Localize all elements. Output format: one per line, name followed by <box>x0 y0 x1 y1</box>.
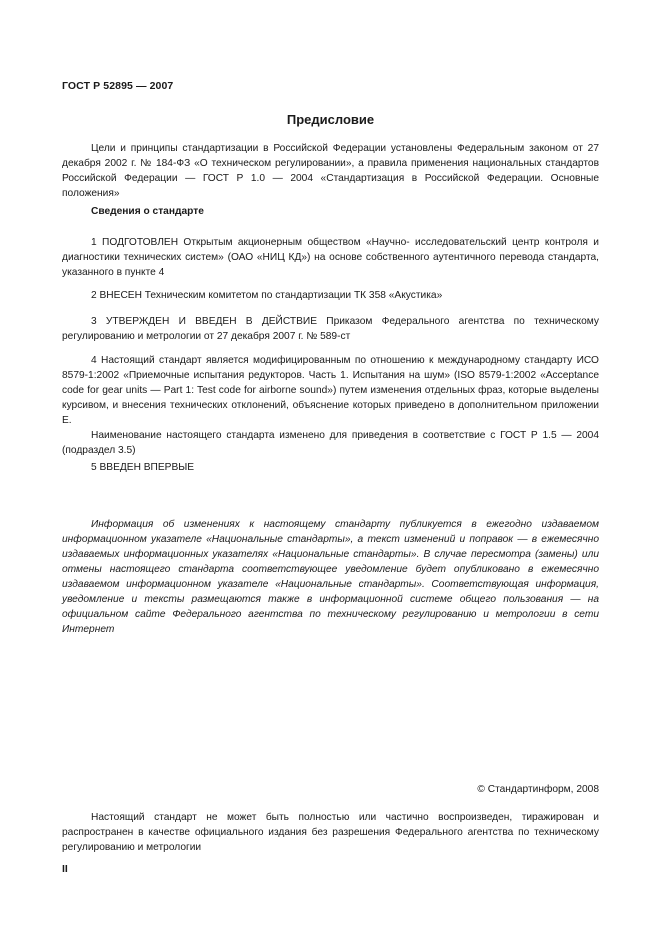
page-title: Предисловие <box>286 112 375 127</box>
item-5-section <box>62 460 599 475</box>
item-3-paragraph: 3 УТВЕРЖДЕН И ВВЕДЕН В ДЕЙСТВИЕ Приказом Федерального агентства по техническому регулированию и метрологии от 27 декабря 2007 г. № 589-ст <box>62 316 599 342</box>
item-5-paragraph: 5 ВВЕДЕН ВПЕРВЫЕ <box>91 462 195 473</box>
intro-section <box>62 141 599 201</box>
item-2-paragraph: 2 ВНЕСЕН Техническим комитетом по стандартизации ТК 358 «Акустика» <box>91 290 443 301</box>
page-number: II <box>62 863 68 875</box>
standard-code-header: ГОСТ Р 52895 — 2007 <box>62 80 174 92</box>
reproduction-paragraph: Настоящий стандарт не может быть полностью или частично воспроизведен, тиражирован и распространен в качестве официального издания без разрешения Федерального агентства по техническому регулированию и метрологии <box>62 812 599 853</box>
item-4-paragraph: 4 Настоящий стандарт является модифицированным по отношению к международному стандарту ИСО 8579-1:2002 «Приемочные испытания редукторов. Часть 1. Испытания на шум» (ISO 8579-1:2002 «Acceptance code for gear units — Part 1: Test code for airborne sound») путем изменения отдельных фраз, которые выделены курсивом, и внесения технических отклонений, объяснение которых приведено в дополнительном приложении Е. <box>62 355 599 426</box>
item-1-section <box>62 235 599 280</box>
item-3-section <box>62 314 599 344</box>
item-4-section <box>62 353 599 458</box>
intro-paragraph: Цели и принципы стандартизации в Российской Федерации установлены Федеральным законом от 27 декабря 2002 г. № 184-ФЗ «О техническом регулировании», а правила применения национальных стандартов Российской Федерации — ГОСТ Р 1.0 — 2004 «Стандартизация в Российской Федерации. Основные положения» <box>62 143 599 199</box>
item-4-note: Наименование настоящего стандарта изменено для приведения в соответствие с ГОСТ Р 1.5 — 2004 (подраздел 3.5) <box>62 430 599 456</box>
notice-paragraph: Информация об изменениях к настоящему стандарту публикуется в ежегодно издаваемом информационном указателе «Национальные стандарты», а текст изменений и поправок — в ежемесячно издаваемых информационных указателях «Национальные стандарты». В случае пересмотра (замены) или отмены настоящего стандарта соответствующее уведомление будет опубликовано в ежемесячно издаваемом информационном указателе «Национальные стандарты». Соответствующая информация, уведомление и тексты размещаются также в информационной системе общего пользования — на официальном сайте Федерального агентства по техническому регулированию и метрологии в сети Интернет <box>62 519 599 635</box>
item-1-paragraph: 1 ПОДГОТОВЛЕН Открытым акционерным обществом «Научно- исследовательский центр контроля и диагностики технических систем» (ОАО «НИЦ КД») на основе собственного аутентичного перевода стандарта, указанного в пункте 4 <box>62 237 599 278</box>
info-heading: Сведения о стандарте <box>91 206 204 217</box>
item-2-section <box>62 288 599 303</box>
reproduction-section <box>62 810 599 855</box>
notice-section <box>62 517 599 637</box>
copyright-notice: © Стандартинформ, 2008 <box>477 784 599 795</box>
